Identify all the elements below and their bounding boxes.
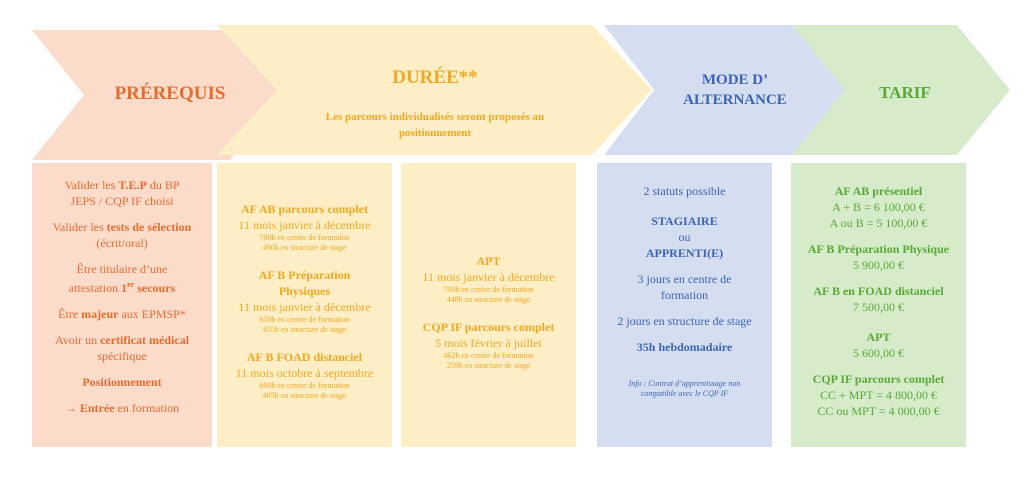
header-mode-line2: ALTERNANCE [683,92,787,108]
tarif-item: AF B Préparation Physique 5 900,00 € [807,242,950,272]
mode-stagiaire: STAGIAIRE [651,214,718,228]
header-mode-line1: MODE D’ [701,72,769,88]
prerequis-secours: Être titulaire d’une attestation 1er secours [68,262,176,295]
mode-hebdo: 35h hebdomadaire [636,340,733,354]
prerequis-tests: Valider les tests de sélection (écrit/oral) [52,220,192,250]
header-duree: DURÉE** [392,67,478,88]
tarif-box [791,163,966,447]
prerequis-tep: Valider les T.E.P du BP JEPS / CQP IF choisi [64,178,180,208]
tarif-item: AF AB présentiel A + B = 6 100,00 € A ou B = 5 100,00 € [829,184,928,230]
mode-box [597,163,772,447]
tarif-item: APT 5 600,00 € [853,330,904,360]
prerequis-majeur: Être majeur aux EPMSP* [58,307,186,321]
mode-centre: 3 jours en centre de formation [637,272,732,302]
mode-statuts: 2 statuts possible [643,184,726,198]
prerequis-box [32,163,212,447]
prerequis-certificat: Avoir un certificat médical spécifique [54,333,190,363]
duree-left-box [217,163,392,447]
duree-item: AF B FOAD distanciel 11 mois octobre à septembre 600h en centre de formation 405h en structure de stage [235,350,374,400]
duree-item: CQP IF parcours complet 5 mois février à juillet 462h en centre de formation 259h en structure de stage [422,320,555,370]
duree-right-box [401,163,576,447]
header-mode [660,70,810,110]
prerequis-positionnement: Positionnement [82,375,162,389]
tarif-item: CQP IF parcours complet CC + MPT = 4 800,00 € CC ou MPT = 4 000,00 € [812,372,945,418]
mode-ou: ou [678,230,691,244]
duree-item: AF AB parcours complet 11 mois janvier à décembre 700h en centre de formation 490h en structure de stage [238,202,371,252]
header-tarif: TARIF [879,83,931,102]
duree-item: APT 11 mois janvier à décembre 700h en centre de formation 448h en structure de stage [422,254,555,304]
header-duree-subtitle: Les parcours individualisés seront proposés au positionnement [325,111,545,139]
mode-info: Info : Contrat d’apprentissage non compatible avec le CQP IF [628,379,741,398]
header-prerequis: PRÉREQUIS [114,83,226,104]
duree-item: AF B Préparation Physiques 11 mois janvier à décembre 650h en centre de formation 455h en structure de stage [238,268,371,334]
mode-apprenti: APPRENTI(E) [645,246,724,260]
mode-stage: 2 jours en structure de stage [617,314,752,328]
tarif-item: AF B en FOAD distanciel 7 500,00 € [813,284,944,314]
prerequis-entree: → Entrée en formation [64,401,180,415]
arrow-right-icon: → [64,401,77,415]
